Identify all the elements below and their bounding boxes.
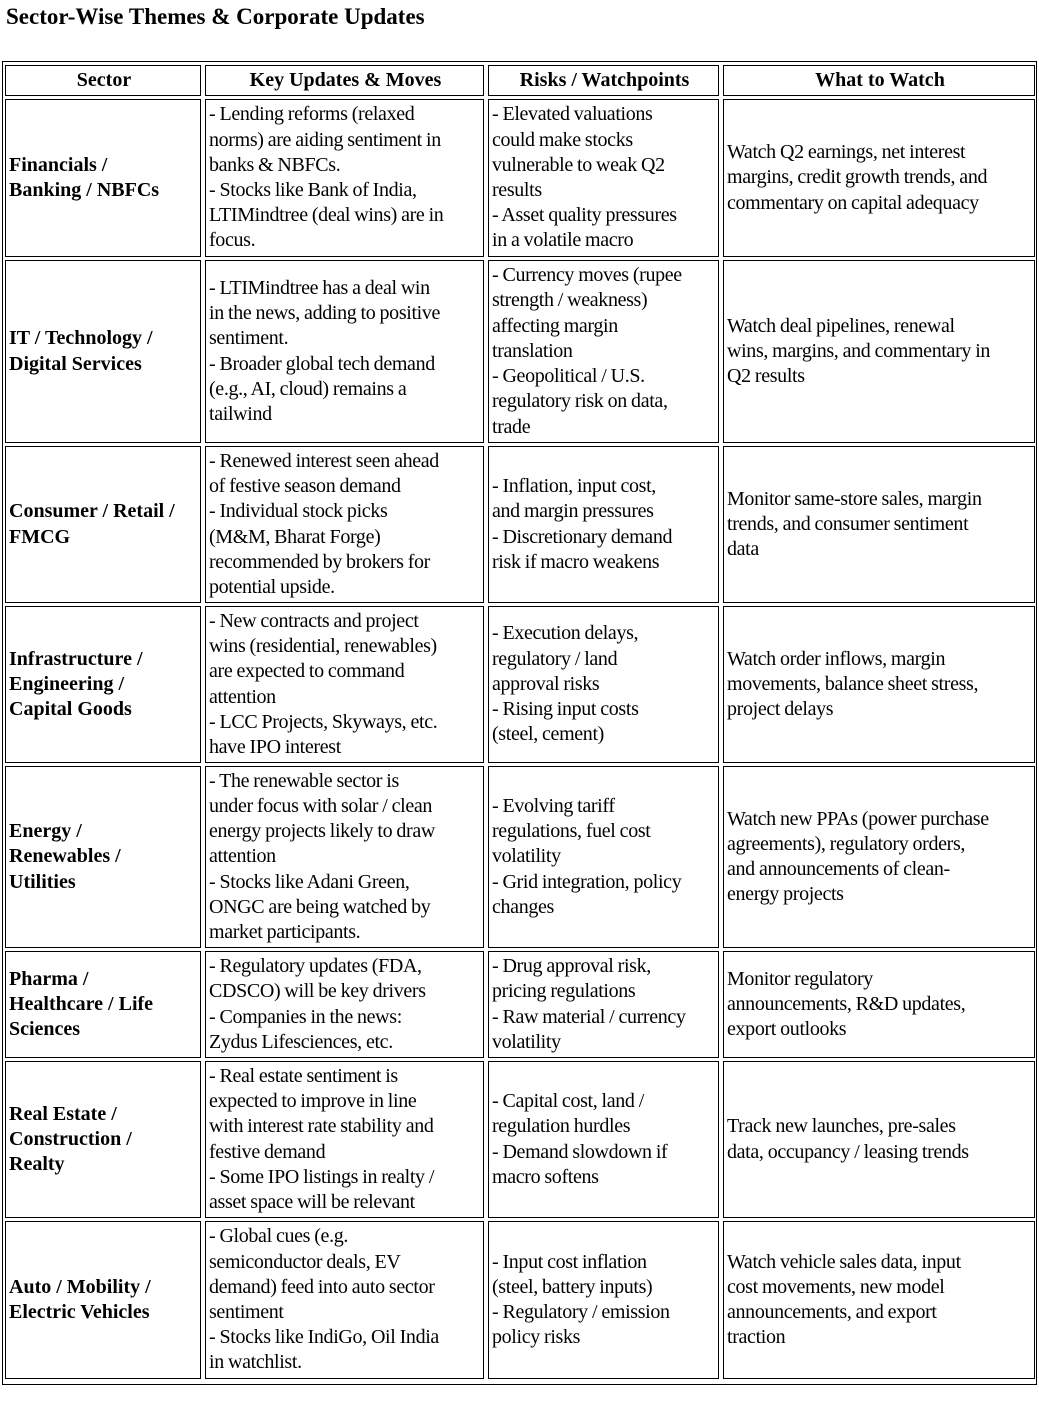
risks-text: - Capital cost, land / regulation hurdles - Demand slowdown if macro softens (492, 1090, 668, 1188)
updates-text: - The renewable sector is under focus with solar / clean energy projects likely to draw attention - Stocks like Adani Green, ONGC are being watched by market participants. (209, 769, 435, 943)
updates-text: - Regulatory updates (FDA, CDSCO) will be key drivers - Companies in the news: Zydus Lifesciences, etc. (209, 955, 426, 1053)
table-row-6-watch (723, 1061, 1035, 1218)
updates-text: - Renewed interest seen ahead of festive season demand - Individual stock picks (M&M, Bharat Forge) recommended by brokers for potential upside. (209, 449, 439, 598)
table-row-1-watch (723, 260, 1035, 443)
table-row-4-updates (205, 766, 484, 948)
table-row-1-sector (5, 260, 201, 443)
watch-text: Monitor same-store sales, margin trends, and consumer sentiment data (727, 487, 982, 561)
updates-text: - New contracts and project wins (residential, renewables) are expected to command attention - LCC Projects, Skyways, etc. have IPO interest (209, 609, 438, 758)
table-row-3-risks (488, 606, 719, 763)
watch-text: Watch deal pipelines, renewal wins, margins, and commentary in Q2 results (727, 314, 991, 388)
table-row-1-updates (205, 260, 484, 443)
watch-text: Watch vehicle sales data, input cost movements, new model announcements, and export traction (727, 1250, 961, 1349)
header-what-to-watch-label: What to Watch (815, 68, 945, 91)
header-risks-label: Risks / Watchpoints (519, 68, 690, 91)
table-row-4-risks (488, 766, 719, 948)
risks-text: - Inflation, input cost, and margin pressures - Discretionary demand risk if macro weakens (492, 475, 673, 573)
table-row-2-watch (723, 446, 1035, 603)
table-row-7-watch (723, 1221, 1035, 1379)
updates-text: - LTIMindtree has a deal win in the news, adding to positive sentiment. - Broader global tech demand (e.g., AI, cloud) remains a tailwind (209, 276, 441, 425)
table-row-3-watch (723, 606, 1035, 763)
table-row-2-updates (205, 446, 484, 603)
risks-text: - Drug approval risk, pricing regulations - Raw material / currency volatility (492, 955, 686, 1053)
updates-text: - Lending reforms (relaxed norms) are aiding sentiment in banks & NBFCs. - Stocks like Bank of India, LTIMindtree (deal wins) are in focus. (209, 103, 444, 252)
header-risks (488, 65, 719, 96)
header-what-to-watch (723, 65, 1035, 96)
watch-text: Track new launches, pre-sales data, occupancy / leasing trends (727, 1115, 969, 1163)
sector-table (2, 61, 1037, 1385)
table-row-6-sector (5, 1061, 201, 1218)
risks-text: - Execution delays, regulatory / land approval risks - Rising input costs (steel, cement) (492, 622, 639, 746)
watch-text: Watch Q2 earnings, net interest margins, credit growth trends, and commentary on capital adequacy (727, 141, 988, 214)
table-row-7-updates (205, 1221, 484, 1379)
sector-label: Auto / Mobility / Electric Vehicles (9, 1275, 151, 1323)
risks-text: - Currency moves (rupee strength / weakness) affecting margin translation - Geopolitical / U.S. regulatory risk on data, trade (492, 264, 682, 438)
table-row-5-risks (488, 951, 719, 1058)
header-key-updates (205, 65, 484, 96)
updates-text: - Real estate sentiment is expected to improve in line with interest rate stability and festive demand - Some IPO listings in realty / asset space will be relevant (209, 1064, 435, 1213)
table-row-5-sector (5, 951, 201, 1058)
table-row-6-risks (488, 1061, 719, 1218)
watch-text: Watch new PPAs (power purchase agreements), regulatory orders, and announcements of clean- energy projects (727, 807, 989, 906)
header-sector-label: Sector (76, 68, 132, 91)
table-row-5-watch (723, 951, 1035, 1058)
table-row-2-sector (5, 446, 201, 603)
page-title: Sector-Wise Themes & Corporate Updates (6, 4, 425, 29)
table-row-0-watch (723, 99, 1035, 257)
table-row-4-watch (723, 766, 1035, 948)
sector-label: Energy / Renewables / Utilities (9, 820, 121, 893)
sector-label: Consumer / Retail / FMCG (9, 500, 175, 548)
table-row-2-risks (488, 446, 719, 603)
header-sector (5, 65, 201, 96)
sector-label: Real Estate / Construction / Realty (9, 1102, 132, 1176)
table-row-7-sector (5, 1221, 201, 1379)
updates-text: - Global cues (e.g. semiconductor deals, EV demand) feed into auto sector sentiment - Stocks like IndiGo, Oil India in watchlist. (209, 1225, 439, 1374)
table-row-5-updates (205, 951, 484, 1058)
table-row-7-risks (488, 1221, 719, 1379)
risks-text: - Input cost inflation (steel, battery inputs) - Regulatory / emission policy risks (492, 1250, 670, 1349)
header-key-updates-label: Key Updates & Moves (249, 68, 442, 91)
risks-text: - Elevated valuations could make stocks vulnerable to weak Q2 results - Asset quality pressures in a volatile macro (492, 103, 677, 252)
table-row-0-updates (205, 99, 484, 257)
sector-label: Pharma / Healthcare / Life Sciences (9, 967, 154, 1041)
sector-label: Financials / Banking / NBFCs (9, 153, 160, 201)
table-row-3-sector (5, 606, 201, 763)
table-row-3-updates (205, 606, 484, 763)
table-row-0-risks (488, 99, 719, 257)
sector-label: IT / Technology / Digital Services (9, 327, 153, 375)
watch-text: Watch order inflows, margin movements, balance sheet stress, project delays (727, 647, 979, 721)
sector-label: Infrastructure / Engineering / Capital Goods (9, 647, 143, 721)
table-row-6-updates (205, 1061, 484, 1218)
table-row-4-sector (5, 766, 201, 948)
risks-text: - Evolving tariff regulations, fuel cost volatility - Grid integration, policy changes (492, 794, 682, 918)
table-row-0-sector (5, 99, 201, 257)
watch-text: Monitor regulatory announcements, R&D updates, export outlooks (727, 967, 966, 1041)
table-row-1-risks (488, 260, 719, 443)
